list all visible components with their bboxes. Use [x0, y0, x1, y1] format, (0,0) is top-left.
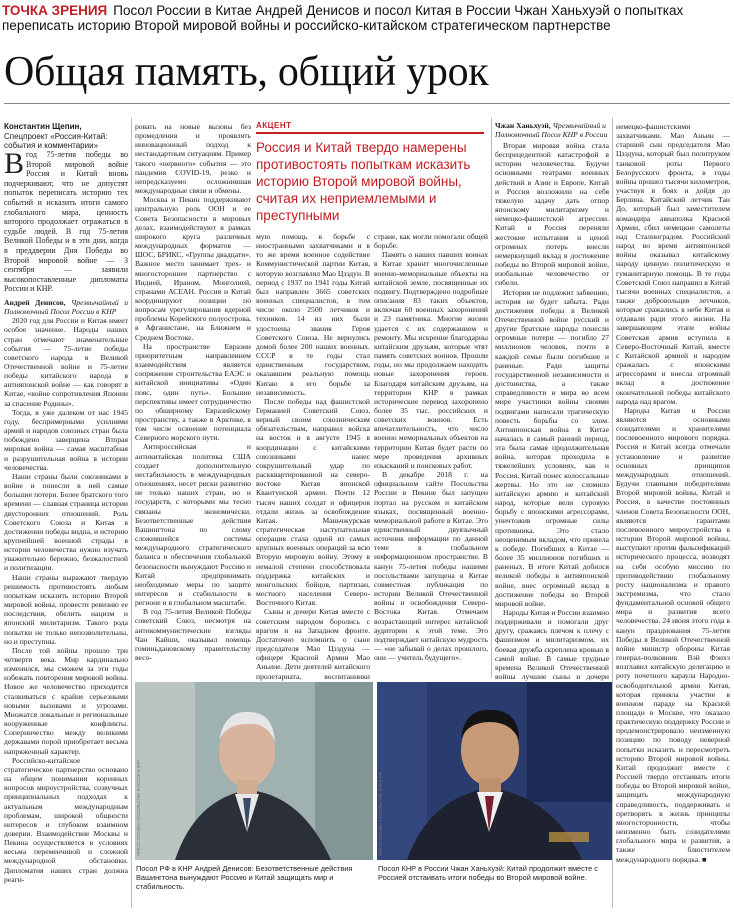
col3-paragraph: мую помощь в борьбе с иностранными захватчиками и в то же время военное содействие Коммунистической партии Китая, которую возглавлял Мао Цзэдун. В период с 1937 по 1941 годы Китай был направлен 3665 советских военных специалистов, в том числе около 2500 летчиков и техников. 14 из них были удостоены звания Героя Советского Союза. Не вернулись домой более 200 наших военных. СССР в те годы стал единственным государством, оказавшим реальную помощь Китаю в его борьбе за независимость.	[256, 232, 370, 397]
col3-paragraph: Сыны и дочери Китая вместе с советским народом боролись с врагом и на Западном фронте. Достаточно вспомнить о сыне председателя Мао Цзэдуна — офицере Красной Армии Мао Аньине. Дети деятелей китайского пролетариата, воспитанники	[256, 607, 370, 681]
col5-paragraph: Народы Китая и России взаимно поддерживали и помогали друг другу, сражаясь плечом к плечу с фашизмом и милитаризмом, их боевая дружба скреплена кровью в самой войне. В самые трудные времена Великой Отечественной войны лучшие сыны и дочери	[495, 607, 609, 682]
zhang-byline	[495, 121, 609, 139]
col4-paragraph: стране, как могли помогали общей борьбе.	[374, 232, 488, 251]
column-1	[4, 147, 128, 906]
photo-zhang	[377, 682, 612, 860]
col6-paragraph	[616, 406, 730, 864]
zhang-role: Чрезвычайный и Полномочный Посол КНР в России	[495, 121, 608, 140]
col1-paragraph: После той войны прошло три четверти века. Мир кардинально изменился, мы сможем за эти годы избежать повторения мировой войны. Новое же человечество приходится сталкиваться с крайне серьезными новыми вызовами и угрозами. Множатся локальные и региональные вооруженные конфликты. Соперничество между великими державами порой приобретает весьма напряженный характер.	[4, 645, 128, 756]
moderator-name: Константин Щепин,	[4, 122, 82, 131]
intro-text: год 75-летия победы во Второй мировой войне Россия и Китай вновь подчеркивают, что не допустят попыток переписать историю тех событий и исказить итоги самого глобального мира, ценность которого продолжает отражаться в судьбе людей. В год 75-летия Великой Победы и в эти дни, когда в преддверии Дня Победы во Второй мировой войне — 3 сентября — заявили высокопоставленные дипломаты России и КНР.	[4, 150, 128, 294]
denisov-name: Андрей Денисов,	[4, 297, 66, 307]
col4-paragraph: В декабре 2018 г. на официальном сайте Посольства России в Пекине был запущен портал на русском и китайском языках, посвященный военно-мемориальной работе в Китае. Это единственный двуязычный источник информации по данной теме в глобальном информационном пространстве. В канун 75-летия победы нашими посольствами запущена в Китае совместная публикация по истории Великой Отечественной войны и освобождения Северо-Востока Китая. Отмечаем возрастающий интерес китайской аудитории к этой теме. Это подтверждает китайскую мудрость — «не забывай о делах прошлого, они — учитель будущего».	[374, 470, 488, 663]
col2-paragraph: ровать на новые вызовы без промедления и проявлять инновационный подход к нестандартным ситуациям. Пример такого «нервного» события — это пандемия COVID-19, резко и непредсказуемо осложнившая международные связи и обмены.	[135, 122, 251, 196]
portrait-zhang-image	[377, 682, 612, 860]
photo-credit: ПРЕСС-СЛУЖБА ПОСОЛЬСТВА КНР В РФ	[378, 772, 383, 856]
zhang-name: Чжан Ханьхуэй,	[495, 121, 551, 130]
column-divider	[612, 118, 613, 908]
photo-denisov	[135, 682, 373, 860]
col2-paragraph: На пространстве Евразии приоритетным направлением взаимодействия является сопряжение строительства ЕАЭС и китайской инициативы «Один пояс, один путь». Большие перспективы имеет сотрудничество по обширному Евразийскому пространству, а также в Арктике, в том числе освоение потенциала Северного морского пути.	[135, 341, 251, 443]
column-divider	[491, 118, 492, 678]
column-6	[616, 122, 730, 908]
intro-paragraph	[4, 147, 128, 294]
col5-paragraph: Вторая мировая война стала беспрецедентной катастрофой в истории человечества. Будучи основными театрами военных действий в Азии и Европе, Китай и Россия возложили на себя тяжелую задачу дать отпор японскому милитаризму и немецко-фашистской агрессии. Китай и Россия переняли жестокие испытания и ценой огромных потерь внесли немеркнущий вклад в достижение победы во Второй мировой войне, изобальные человечество от гибели.	[495, 141, 609, 288]
col1-paragraph: Наши страны выражают твердую решимость противостоять любым попыткам исказить историю Второй мировой войны, провести ревизию ее последствия, обелить нацизм и японский милитаризм. Такого рода попытки не только непозволительны, но и преступны.	[4, 572, 128, 646]
end-mark: ■	[702, 854, 707, 864]
moderator-role: Спецпроект «Россия-Китай: события и комментарии»	[4, 131, 108, 150]
column-2	[135, 122, 251, 677]
photo-caption-denisov: Посол РФ в КНР Андрей Денисов: Безответственные действия Вашингтона вынуждают Россию и Китай защищать мир и стабильность.	[136, 864, 353, 891]
col3-paragraph: После победы над фашистской Германией Советский Союз, верный своим союзническим обязательствам, направил войска на восток и в августе 1945 в координации с китайскими союзниками нанес сокрушительный удар по раскквартированной на северо-востоке Китая японской Квантунской армии. Почти 12 тысяч наших солдат и офицеров отдали жизнь за освобождение Китая. Маньчжурская стратегическая наступательная операция стала одной из самых крупных военных операций за всю Вторую мировую войну. Этому в немалой степени способствовала поддержка китайских и монгольских бойцов, партизан, местного населения Северо-Восточного Китая.	[256, 396, 370, 608]
accent-block	[256, 121, 484, 224]
col6-paragraph: немецко-фашистскими захватчиками. Мао Аньин — старший сын председателя Мао Цзэдуна, который был политруком танковой роты Первого Белорусского фронта, в годы войны прошел тысячи километров, участвуя в боях и дойдя до Берлина. Китайский летчик Тан До, который был заместителем командира авиаполка Красной Армии, сбил немецкие самолеты над Сталинградом. Российский народ во время антияпонской войны оказывал китайскому народу ценную политическую и гуманитарную помощь. В те годы Советский Союз направил в Китай тысячи военных специалистов, а также добровольцев летчиков, которые сражались в небе Китая и отдавали ради этого жизни. На завершающем этапе войны Советская армия вступила в Северо-Восточный Китай, вместе с Китайской армией и народом сражалась с японскими агрессорами и внесла огромный вклад в достижение окончательной победы китайского народа над врагом.	[616, 122, 730, 406]
column-5	[495, 141, 609, 682]
accent-rule	[256, 132, 484, 134]
col4-paragraph: Память о наших павших воинах в Китае хранит многочисленные военно-мемориальные объекты на китайской земле, посвященные их подвигу. Подтверждено подробные описания 83 таких объектов, включая 60 военных захоронений и 23 памятника. Многие жизни удается с их содержанием и ремонту. Мы искренне благодарны китайским друзьям, которые чтят память советских воинов. Прошли годы, но мы продолжаем находить новые захоронения героев. Благодаря китайским друзьям, на территории КНР в рамках исторические перевод захоронено более 35 тыс. российских и советских воинов. Есть впечатлительность, что число военно мемориальных объектов на территории Китая будет расти по мере проведения архивных изысканий и поисковых работ.	[374, 250, 488, 470]
col2-paragraph: В год 75-летия Великой Победы советский Союз, несмотря на антикоммунистические взгляды Чан Кайши, оказывал помощь гоминьдановскому правительству весо-	[135, 607, 251, 663]
col6-paragraph-text: Народы Китая и России являются основными созидателями и хранителями послевоенного мирового порядка. Россия и Китай всегда отмечали установление и развитие основных принципов международных отношений. Будучи главными победителями Второй мировой войны, Китай и Россия, в качестве постоянных членов Совета Безопасности ООН, являются гарантами послевоенного мироустройства в истории Второй мировой войны, выступают против фальсификаций исторического процесса, возводят на себя особую миссию по противодействию глобальному росту национализма и правого экстремизма, что стало фундаментальной основой общего мира и развития всего человечества. 24 июня этого года в канун празднования 75-летия Победы в Великой Отечественной войне министр обороны Китая генерал-полковник Вэй Фэнхэ возглавил китайскую делегацию и роту почетного караула Народно-освободительной армии Китая, которая приняла участие в военном параде на Красной площади в Москве, что оказало практическую поддержку России и продемонстрировало неизменную позицию по поводу неверной попытки исказить и пересмотреть историю Второй мировой войны. Китай продолжит вместе с Россией твердо отстаивать итоги победы во Второй мировой войне, защищать международную справедливость, поддерживать и претворять в жизнь принципы многосторонности, чтобы неизменно быть созидателями глобального мира и развития, а также блюстителем международного порядка.	[616, 405, 730, 864]
headline-rule	[4, 103, 730, 104]
rubric	[2, 3, 732, 33]
photo-credit: ПРЕСС-СЛУЖБА ПОСОЛЬСТВА РОССИИ В КНР	[136, 759, 141, 856]
accent-tag: АКЦЕНТ	[256, 121, 292, 130]
headline: Общая память, общий урок	[4, 49, 489, 95]
column-3	[256, 232, 370, 681]
denisov-signature	[4, 298, 128, 316]
photo-caption-zhang: Посол КНР в России Чжан Ханьхуэй: Китай продолжит вместе с Россией отстаивать итоги победы во Второй мировой войне.	[378, 864, 598, 882]
accent-quote: Россия и Китай твердо намерены противостоять попыткам исказить историю Второй мировой войны, считая их неприемлемыми и преступными	[256, 140, 471, 223]
portrait-denisov-image	[135, 682, 373, 860]
column-divider	[131, 118, 132, 908]
col1-paragraph: Тогда, в уже далеком от нас 1945 году, беспримерными усилиями армий и народов союзных стран была побеждено заверщена Вторая мировая война — самая масштабная и разрушительная война в истории человечества.	[4, 407, 128, 472]
rubric-tag: ТОЧКА ЗРЕНИЯ	[2, 3, 108, 18]
column-4	[374, 232, 488, 677]
col2-paragraph: Антироссийская и антикитайская политика США создает дополнительную нестабильность в международных отношениях, несет риски развитию не только наших стран, но и государств, с которыми мы тесно связаны экономически. Безответственные действия Вашингтона по слому сложившейся системы международного стратегического баланса и обеспечения глобальной безопасности вынуждают Россию и Китай предпринимать необходимые меры по защите интересов и стабильности в регионе и в глобальном масштабе.	[135, 442, 251, 608]
col1-paragraph: Российско-китайское стратегическое партнерство основано на общем понимании коренных вопросов мироустройства, созвучных принципиальных подходах к актуальным международным проблемам, широкой общности интересов и глубоком взаимном доверии. Взаимодействие Москвы и Пекина осуществляется в условиях весьма переменчивой и сложной международной обстановки. Дипломатия наших стран должна реаги-	[4, 755, 128, 884]
col1-paragraph: Наши страны были союзниками в войне и понесли в ней самые большие потери. Более братского того времени — славная страница истории двусторонних отношений. Роль Советского Союза и Китая в достижении победы видна, и историю крупнейшей военной страды в истории человечества нужно изучать уважительно бережно, безжалостной и политизации.	[4, 471, 128, 573]
col2-paragraph: Москва и Пекин поддерживают центральную роль ООН и ее Совета Безопасности в мировых делах, взаимодействуют в рамках широкого круга различных международных форматов — ШОС, БРИКС, «Группы двадцати». Важное место занимает трех- и многостороннее партнерство с Индией, Ираном, Монголией, странами АСЕАН. Россия и Китай координируют позиции по вопросам урегулирования ядерной проблемы Корейского полуострова, в Афганистане, на Ближнем и Среднем Востоке.	[135, 195, 251, 342]
col1-paragraph: 2020 год для России и Китая имеет особое значение. Народы наших стран отмечают знаменательные события — 75-летие победы советского народа в Великой Отечественной войне и 75-летие победы китайского народа в антияпонской войне — как говорят в Китае, «войне сопротивления Японии за спасение Родины».	[4, 316, 128, 408]
col5-paragraph: История не подлежит забвению, история не будет забыта. Ради достижения победы в Великой Отечественной войне русский и другие братские народы понесли огромные потери — погибло 27 миллионов человек, почти в каждой семье были погибшие и раненые. Ради защиты государственной независимости и достоинства, а также справедливости и мира во всем мире участники войны своими подвигами написали трагическую повесть борьбы со злом. Антияпонская война в Китае началась в самый ранний период, эта была самая продолжительная война, которая проходила в тяжелейших условиях, как и Россия, Китай понес колоссальные жертвы. Но это не сломило китайскую армию и китайский народ, которые вели суровую борьбу с японскими агрессорами, уничтожив огромные силы противника. Это стало неоценимым вкладом, что привела к победе. Погибших в Китае — более 35 миллионов погибших и раненых. В итоге Китай добился великой победы в антияпонской войне, внес огромный вклад в достижение победы во Второй мировой войне.	[495, 287, 609, 608]
drop-cap: В	[4, 147, 25, 180]
rubric-text: Посол России в Китае Андрей Денисов и посол Китая в России Чжан Ханьхуэй о попытках переписать историю Второй мировой войны и российско-китайском стратегическом партнерстве	[2, 3, 684, 33]
denisov-role: Чрезвычайный и Полномочный Посол России в КНР	[4, 297, 128, 317]
